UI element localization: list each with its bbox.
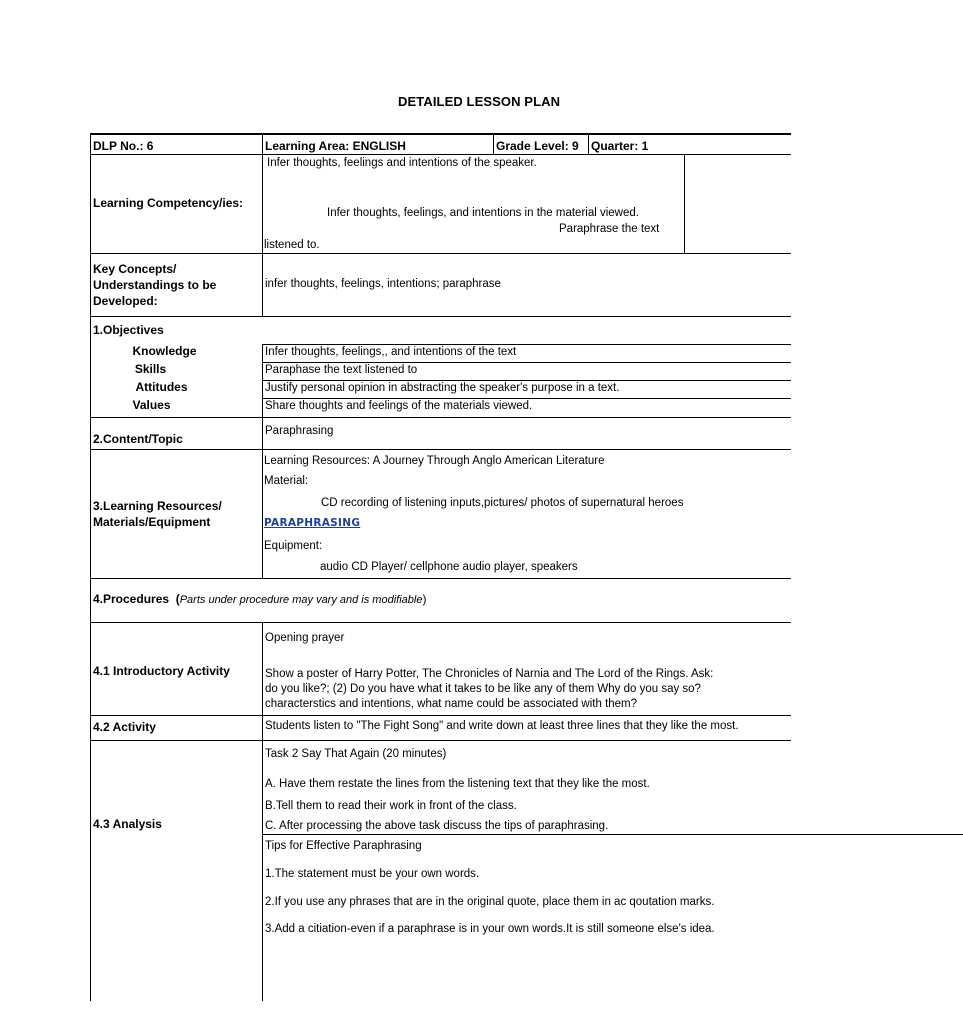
resources-row [91, 449, 791, 578]
intro-label: 4.1 Introductory Activity [91, 622, 263, 715]
analysis-label: 4.3 Analysis [91, 740, 263, 1001]
intro-line-1: Show a poster of Harry Potter, The Chronicles of Narnia and The Lord of the Rings. Ask: [265, 667, 714, 680]
equipment-label: Equipment: [264, 539, 323, 552]
competency-row [91, 154, 791, 253]
skills-row [91, 362, 791, 380]
knowledge-row [91, 344, 791, 362]
key-concepts-label-line-1: Key Concepts/ [93, 261, 177, 276]
procedures-note: Parts under procedure may vary and is modifiable [179, 594, 423, 606]
grade-level: Grade Level: 9 [494, 134, 589, 154]
competency-line-2: Infer thoughts, feelings, and intentions in the material viewed. [327, 206, 639, 219]
intro-line-2: do you like?; (2) Do you have what it takes to be like any of them Why do you say so? [265, 682, 701, 695]
activity-text: Students listen to "The Fight Song" and write down at least three lines that they like the most. [263, 715, 791, 740]
task-step-a: A. Have them restate the lines from the listening text that they like the most. [265, 777, 650, 790]
key-concepts-row [91, 253, 791, 316]
attitudes-label: Attitudes [91, 380, 263, 398]
material-label: Material: [264, 474, 309, 487]
skills-text: Paraphase the text listened to [263, 362, 791, 380]
objectives-label: 1.Objectives [91, 316, 263, 344]
resources-label [91, 449, 263, 578]
key-concepts-text: infer thoughts, feelings, intentions; paraphrase [263, 253, 791, 316]
material-text: CD recording of listening inputs,pictures/ photos of supernatural heroes [321, 496, 684, 509]
task-2: Task 2 Say That Again (20 minutes) [265, 747, 447, 760]
learning-area: Learning Area: ENGLISH [263, 134, 494, 154]
objectives-heading-row [91, 316, 791, 344]
values-row [91, 398, 791, 417]
values-text: Share thoughts and feelings of the materials viewed. [263, 398, 791, 417]
activity-label: 4.2 Activity [91, 715, 263, 740]
learning-resources-text: Learning Resources: A Journey Through Anglo American Literature [264, 454, 605, 467]
opening-prayer: Opening prayer [265, 631, 345, 644]
activity-row [91, 715, 791, 740]
tip-2: 2.If you use any phrases that are in the original quote, place them in ac qoutation marks. [265, 895, 715, 908]
intro-row [91, 622, 791, 715]
analysis-cell [263, 740, 791, 1001]
competency-cell [263, 154, 791, 253]
attitudes-row [91, 380, 791, 398]
paraphrasing-link[interactable]: PARAPHRASING [264, 516, 361, 529]
tips-heading: Tips for Effective Paraphrasing [265, 839, 422, 852]
content-label: 2.Content/Topic [91, 417, 263, 449]
knowledge-text: Infer thoughts, feelings,, and intentions of the text [263, 344, 791, 362]
content-text: Paraphrasing [263, 417, 791, 449]
objectives-blank [263, 316, 791, 344]
procedures-heading: 4.Procedures (Parts under procedure may vary and is modifiable) [91, 578, 791, 622]
content-row [91, 417, 791, 449]
equipment-text: audio CD Player/ cellphone audio player, speakers [320, 560, 578, 573]
lesson-plan-table [90, 133, 791, 1001]
resources-label-line-2: Materials/Equipment [93, 514, 211, 529]
resources-cell [263, 449, 791, 578]
competency-label: Learning Competency/ies: [91, 154, 263, 253]
resources-label-line-1: 3.Learning Resources/ [93, 498, 222, 513]
knowledge-label: Knowledge [91, 344, 263, 362]
skills-label: Skills [91, 362, 263, 380]
dlp-number: DLP No.: 6 [91, 134, 263, 154]
competency-line-3: Paraphrase the text [559, 222, 660, 235]
tip-3: 3.Add a citiation-even if a paraphrase is in your own words.It is still someone else's idea. [265, 922, 715, 935]
task-step-c: C. After processing the above task discuss the tips of paraphrasing. [265, 819, 609, 832]
quarter: Quarter: 1 [589, 134, 791, 154]
key-concepts-label-line-2: Understandings to be [93, 277, 217, 292]
key-concepts-label-line-3: Developed: [93, 293, 158, 308]
tip-1: 1.The statement must be your own words. [265, 867, 480, 880]
task-step-b: B.Tell them to read their work in front of the class. [265, 799, 517, 812]
values-label: Values [91, 398, 263, 417]
procedures-row [91, 578, 791, 622]
lesson-plan-table-wrapper [90, 133, 739, 956]
intro-line-3: characterstics and intentions, what name could be associated with them? [265, 697, 638, 710]
page-title: DETAILED LESSON PLAN [398, 94, 561, 109]
competency-line-1: Infer thoughts, feelings and intentions of the speaker. [267, 156, 537, 169]
attitudes-text: Justify personal opinion in abstracting the speaker's purpose in a text. [263, 380, 791, 398]
intro-cell [263, 622, 791, 715]
analysis-row [91, 740, 791, 1001]
header-row [91, 134, 791, 154]
key-concepts-label [91, 253, 263, 316]
procedures-label: 4.Procedures [93, 592, 170, 606]
competency-line-4: listened to. [264, 238, 320, 251]
